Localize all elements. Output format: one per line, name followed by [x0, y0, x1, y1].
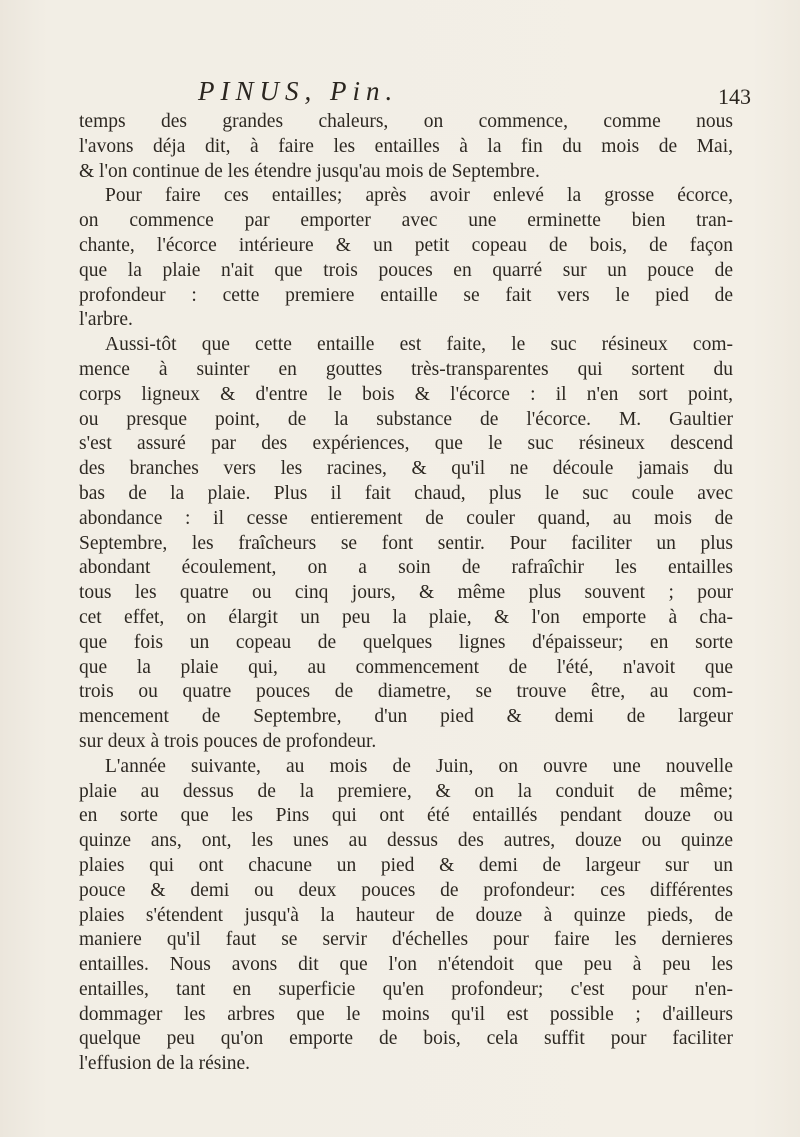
text-line: ou presque point, de la substance de l'écorce. M. Gaultier [79, 408, 733, 430]
text-line: l'arbre. [79, 309, 133, 331]
text-line: Pour faire ces entailles; après avoir enlevé la grosse écorce, [105, 185, 733, 207]
text-line: l'effusion de la résine. [79, 1053, 251, 1075]
text-line: pouce & demi ou deux pouces de profondeur: ces différentes [79, 879, 733, 901]
text-line: profondeur : cette premiere entaille se fait vers le pied de [79, 284, 733, 306]
text-line: chante, l'écorce intérieure & un petit copeau de bois, de façon [79, 234, 733, 256]
text-line: entailles. Nous avons dit que l'on n'étendoit que peu à peu les [79, 954, 733, 976]
text-line: s'est assuré par des expériences, que le suc résineux descend [79, 433, 733, 455]
page-number: 143 [718, 84, 751, 109]
text-line: Aussi-tôt que cette entaille est faite, le suc résineux com- [105, 334, 733, 356]
text-line: trois ou quatre pouces de diametre, se trouve être, au com- [79, 681, 733, 703]
text-line: abondance : il cesse entierement de couler quand, au mois de [79, 507, 733, 529]
text-line: mence à suinter en gouttes très-transparentes qui sortent du [79, 358, 733, 380]
text-line: plaies qui ont chacune un pied & demi de largeur sur un [79, 854, 733, 876]
text-line: l'avons déja dit, à faire les entailles à la fin du mois de Mai, [79, 135, 733, 157]
text-line: on commence par emporter avec une erminette bien tran- [79, 210, 733, 232]
paragraph [79, 110, 733, 184]
paragraph [79, 333, 733, 755]
text-line: tous les quatre ou cinq jours, & même plus souvent ; pour [79, 582, 733, 604]
running-title: PINUS, Pin. [198, 76, 399, 106]
text-line: cet effet, on élargit un peu la plaie, & l'on emporte à cha- [79, 606, 733, 628]
text-line: entailles, tant en superficie qu'en profondeur; c'est pour n'en- [79, 978, 733, 1000]
paragraph [79, 755, 733, 1077]
text-line: que la plaie n'ait que trois pouces en quarré sur un pouce de [79, 259, 733, 281]
text-line: des branches vers les racines, & qu'il ne découle jamais du [79, 458, 733, 480]
text-line: dommager les arbres que le moins qu'il est possible ; d'ailleurs [79, 1003, 733, 1025]
text-line: plaie au dessus de la premiere, & on la conduit de même; [79, 780, 733, 802]
text-line: temps des grandes chaleurs, on commence, comme nous [79, 111, 733, 132]
text-line: bas de la plaie. Plus il fait chaud, plus le suc coule avec [79, 482, 733, 504]
text-line: que fois un copeau de quelques lignes d'épaisseur; en sorte [79, 631, 733, 653]
text-line: quinze ans, ont, les unes au dessus des autres, douze ou quinze [79, 830, 733, 852]
text-line: maniere qu'il faut se servir d'échelles pour faire les dernieres [79, 929, 733, 951]
text-line: en sorte que les Pins qui ont été entaillés pendant douze ou [79, 805, 733, 827]
text-line: plaies s'étendent jusqu'à la hauteur de douze à quinze pieds, de [79, 904, 733, 926]
text-line: quelque peu qu'on emporte de bois, cela suffit pour faciliter [79, 1028, 733, 1050]
text-line: sur deux à trois pouces de profondeur. [79, 730, 377, 752]
body-text [79, 110, 733, 1077]
text-line: L'année suivante, au mois de Juin, on ouvre une nouvelle [105, 755, 733, 777]
text-line: corps ligneux & d'entre le bois & l'écorce : il n'en sort point, [79, 383, 733, 405]
text-line: & l'on continue de les étendre jusqu'au mois de Septembre. [79, 160, 540, 182]
text-line: abondant écoulement, on a soin de rafraîchir les entailles [79, 557, 733, 579]
text-line: que la plaie qui, au commencement de l'été, n'avoit que [79, 656, 733, 678]
text-line: mencement de Septembre, d'un pied & demi de largeur [79, 706, 733, 728]
paragraph [79, 184, 733, 333]
page-header [0, 72, 800, 112]
text-line: Septembre, les fraîcheurs se font sentir. Pour faciliter un plus [79, 532, 733, 554]
